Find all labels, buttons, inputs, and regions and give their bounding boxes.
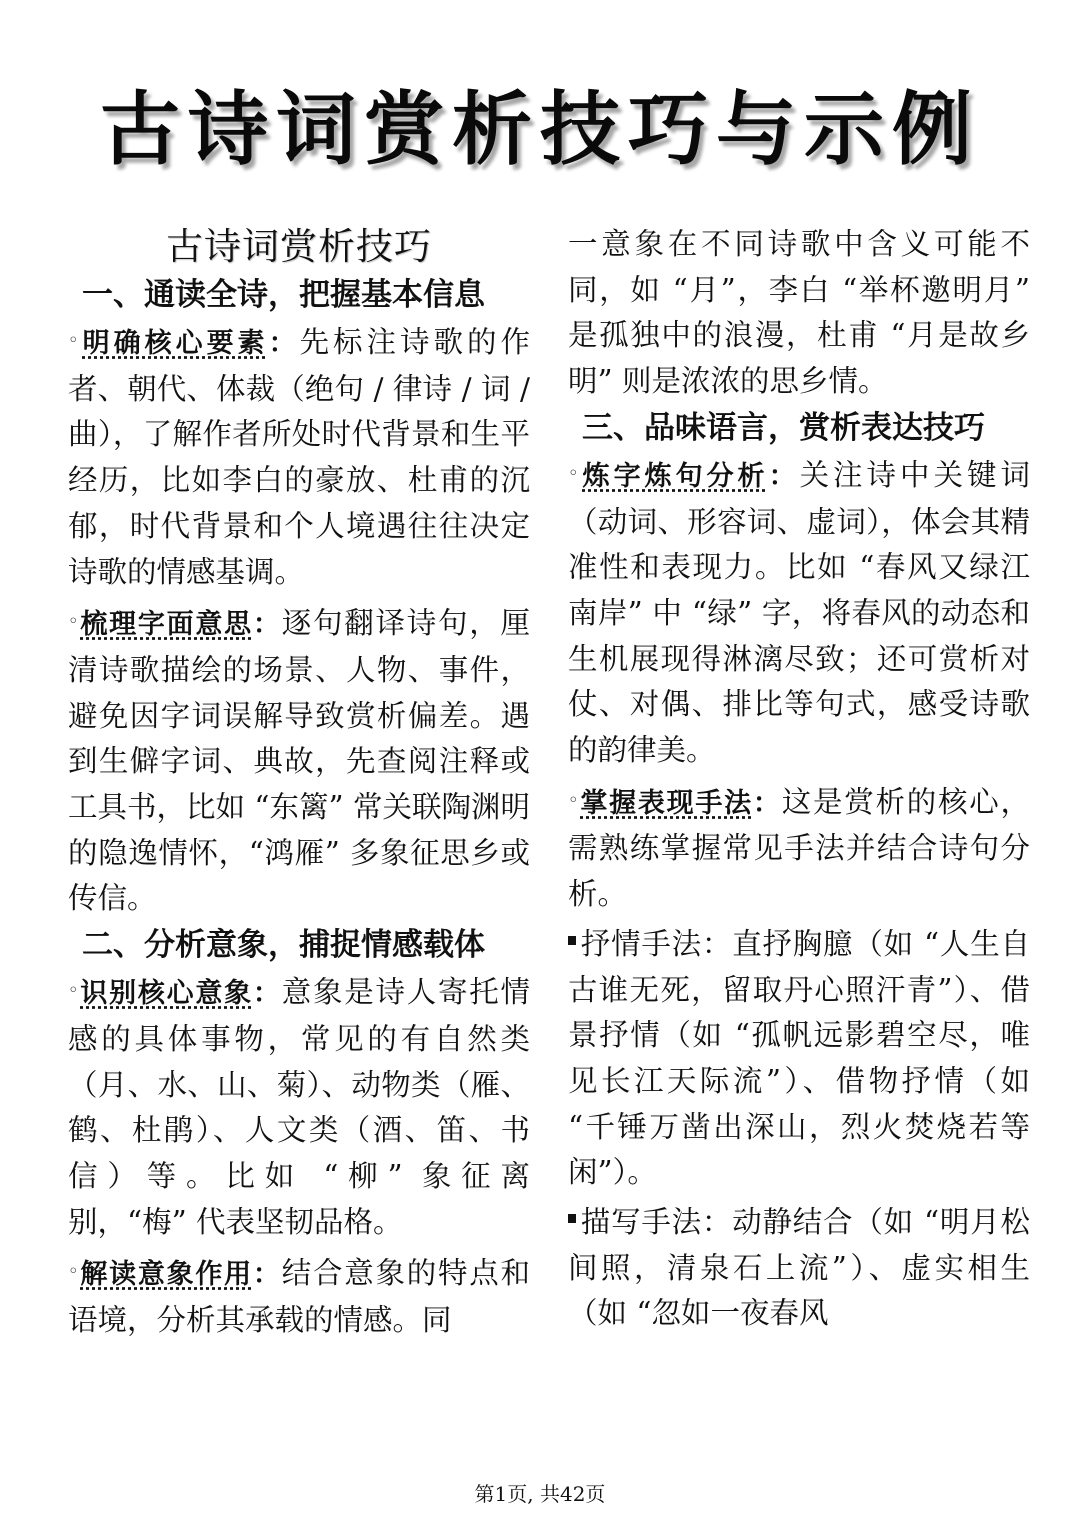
- label-colon: ：: [768, 460, 800, 492]
- page-number: 第1页, 共42页: [474, 1482, 606, 1506]
- paragraph-techniques: [568, 778, 1030, 918]
- paragraph-imagery-function: [68, 1249, 530, 1343]
- paragraph-core-elements: [68, 318, 530, 595]
- paragraph-word-refining: [568, 451, 1030, 774]
- paragraph-lyric-techniques: [568, 922, 1030, 1196]
- label-techniques: 掌握表现手法: [580, 787, 753, 819]
- page-title: 古诗词赏析技巧与示例: [100, 83, 980, 176]
- label-core-elements: 明确核心要素: [82, 328, 269, 359]
- circle-bullet-icon: ◦: [568, 789, 581, 811]
- text-lyric-techniques: 抒情手法：直抒胸臆（如 “人生自古谁无死，留取丹心照汗青”）、借景抒情（如 “孤帆远影碧空尽，唯见长江天际流”）、借物抒情（如 “千锤万凿出深山，烈火焚烧若等闲”）。: [568, 926, 1030, 1190]
- circle-bullet-icon: ◦: [68, 980, 81, 1002]
- text-core-elements: 先标注诗歌的作者、朝代、体裁（绝句 / 律诗 / 词 / 曲），了解作者所处时代背景和生平经历，比如李白的豪放、杜甫的沉郁，时代背景和个人境遇往往决定诗歌的情感基调。: [68, 325, 531, 589]
- label-colon: ：: [268, 328, 300, 359]
- paragraph-literal-meaning: [68, 599, 530, 922]
- square-bullet-icon: [568, 1214, 576, 1223]
- label-imagery-function: 解读意象作用: [80, 1259, 253, 1291]
- paragraph-descriptive-techniques: [568, 1200, 1030, 1337]
- label-core-imagery: 识别核心意象: [80, 978, 253, 1010]
- label-literal-meaning: 梳理字面意思: [80, 609, 253, 641]
- section-subtitle: 古诗词赏析技巧: [166, 225, 432, 268]
- label-colon: ：: [252, 978, 282, 1010]
- text-descriptive-techniques: 描写手法：动静结合（如 “明月松间照，清泉石上流”）、虚实相生（如 “忽如一夜春风: [568, 1205, 1030, 1331]
- text-core-imagery: 意象是诗人寄托情感的具体事物，常见的有自然类（月、水、山、菊）、动物类（雁、鹤、杜鹃）、人文类（酒、笛、书信）等。比如 “柳” 象征离别，“梅” 代表坚韧品格。: [68, 975, 530, 1239]
- left-column: [68, 222, 530, 1344]
- heading-3: 三、品味语言，赏析表达技巧: [582, 409, 985, 446]
- label-colon: ：: [252, 1259, 282, 1291]
- heading-2: 二、分析意象，捕捉情感载体: [82, 927, 485, 964]
- circle-bullet-icon: ◦: [68, 611, 81, 633]
- circle-bullet-icon: ◦: [68, 1261, 81, 1283]
- right-column: [568, 222, 1030, 1337]
- text-literal-meaning: 逐句翻译诗句，厘清诗歌描绘的场景、人物、事件，避免因字词误解导致赏析偏差。遇到生僻字词、典故，先查阅注释或工具书，比如 “东篱” 常关联陶渊明的隐逸情怀，“鸿雁” 多象征思乡或传信。: [68, 606, 530, 916]
- text-imagery-function: 结合意象的特点和语境，分析其承载的情感。同: [68, 1256, 530, 1338]
- text-word-refining: 关注诗中关键词（动词、形容词、虚词），体会其精准性和表现力。比如 “春风又绿江南岸” 中 “绿” 字，将春风的动态和生机展现得淋漓尽致；还可赏析对仗、对偶、排比等句式，感受诗歌的韵律美。: [568, 457, 1031, 768]
- heading-1: 一、通读全诗，把握基本信息: [82, 277, 485, 313]
- paragraph-imagery-continued: 一意象在不同诗歌中含义可能不同，如 “月”，李白 “举杯邀明月” 是孤独中的浪漫，杜甫 “月是故乡明” 则是浓浓的思乡情。: [568, 227, 1030, 399]
- text-techniques: 这是赏析的核心，需熟练掌握常见手法并结合诗句分析。: [568, 784, 1030, 912]
- label-colon: ：: [252, 609, 282, 641]
- label-colon: ：: [752, 787, 782, 819]
- circle-bullet-icon: ◦: [568, 462, 583, 484]
- square-bullet-icon: [568, 936, 576, 945]
- circle-bullet-icon: ◦: [68, 330, 83, 351]
- paragraph-core-imagery: [68, 968, 530, 1245]
- label-word-refining: 炼字炼句分析: [582, 460, 769, 492]
